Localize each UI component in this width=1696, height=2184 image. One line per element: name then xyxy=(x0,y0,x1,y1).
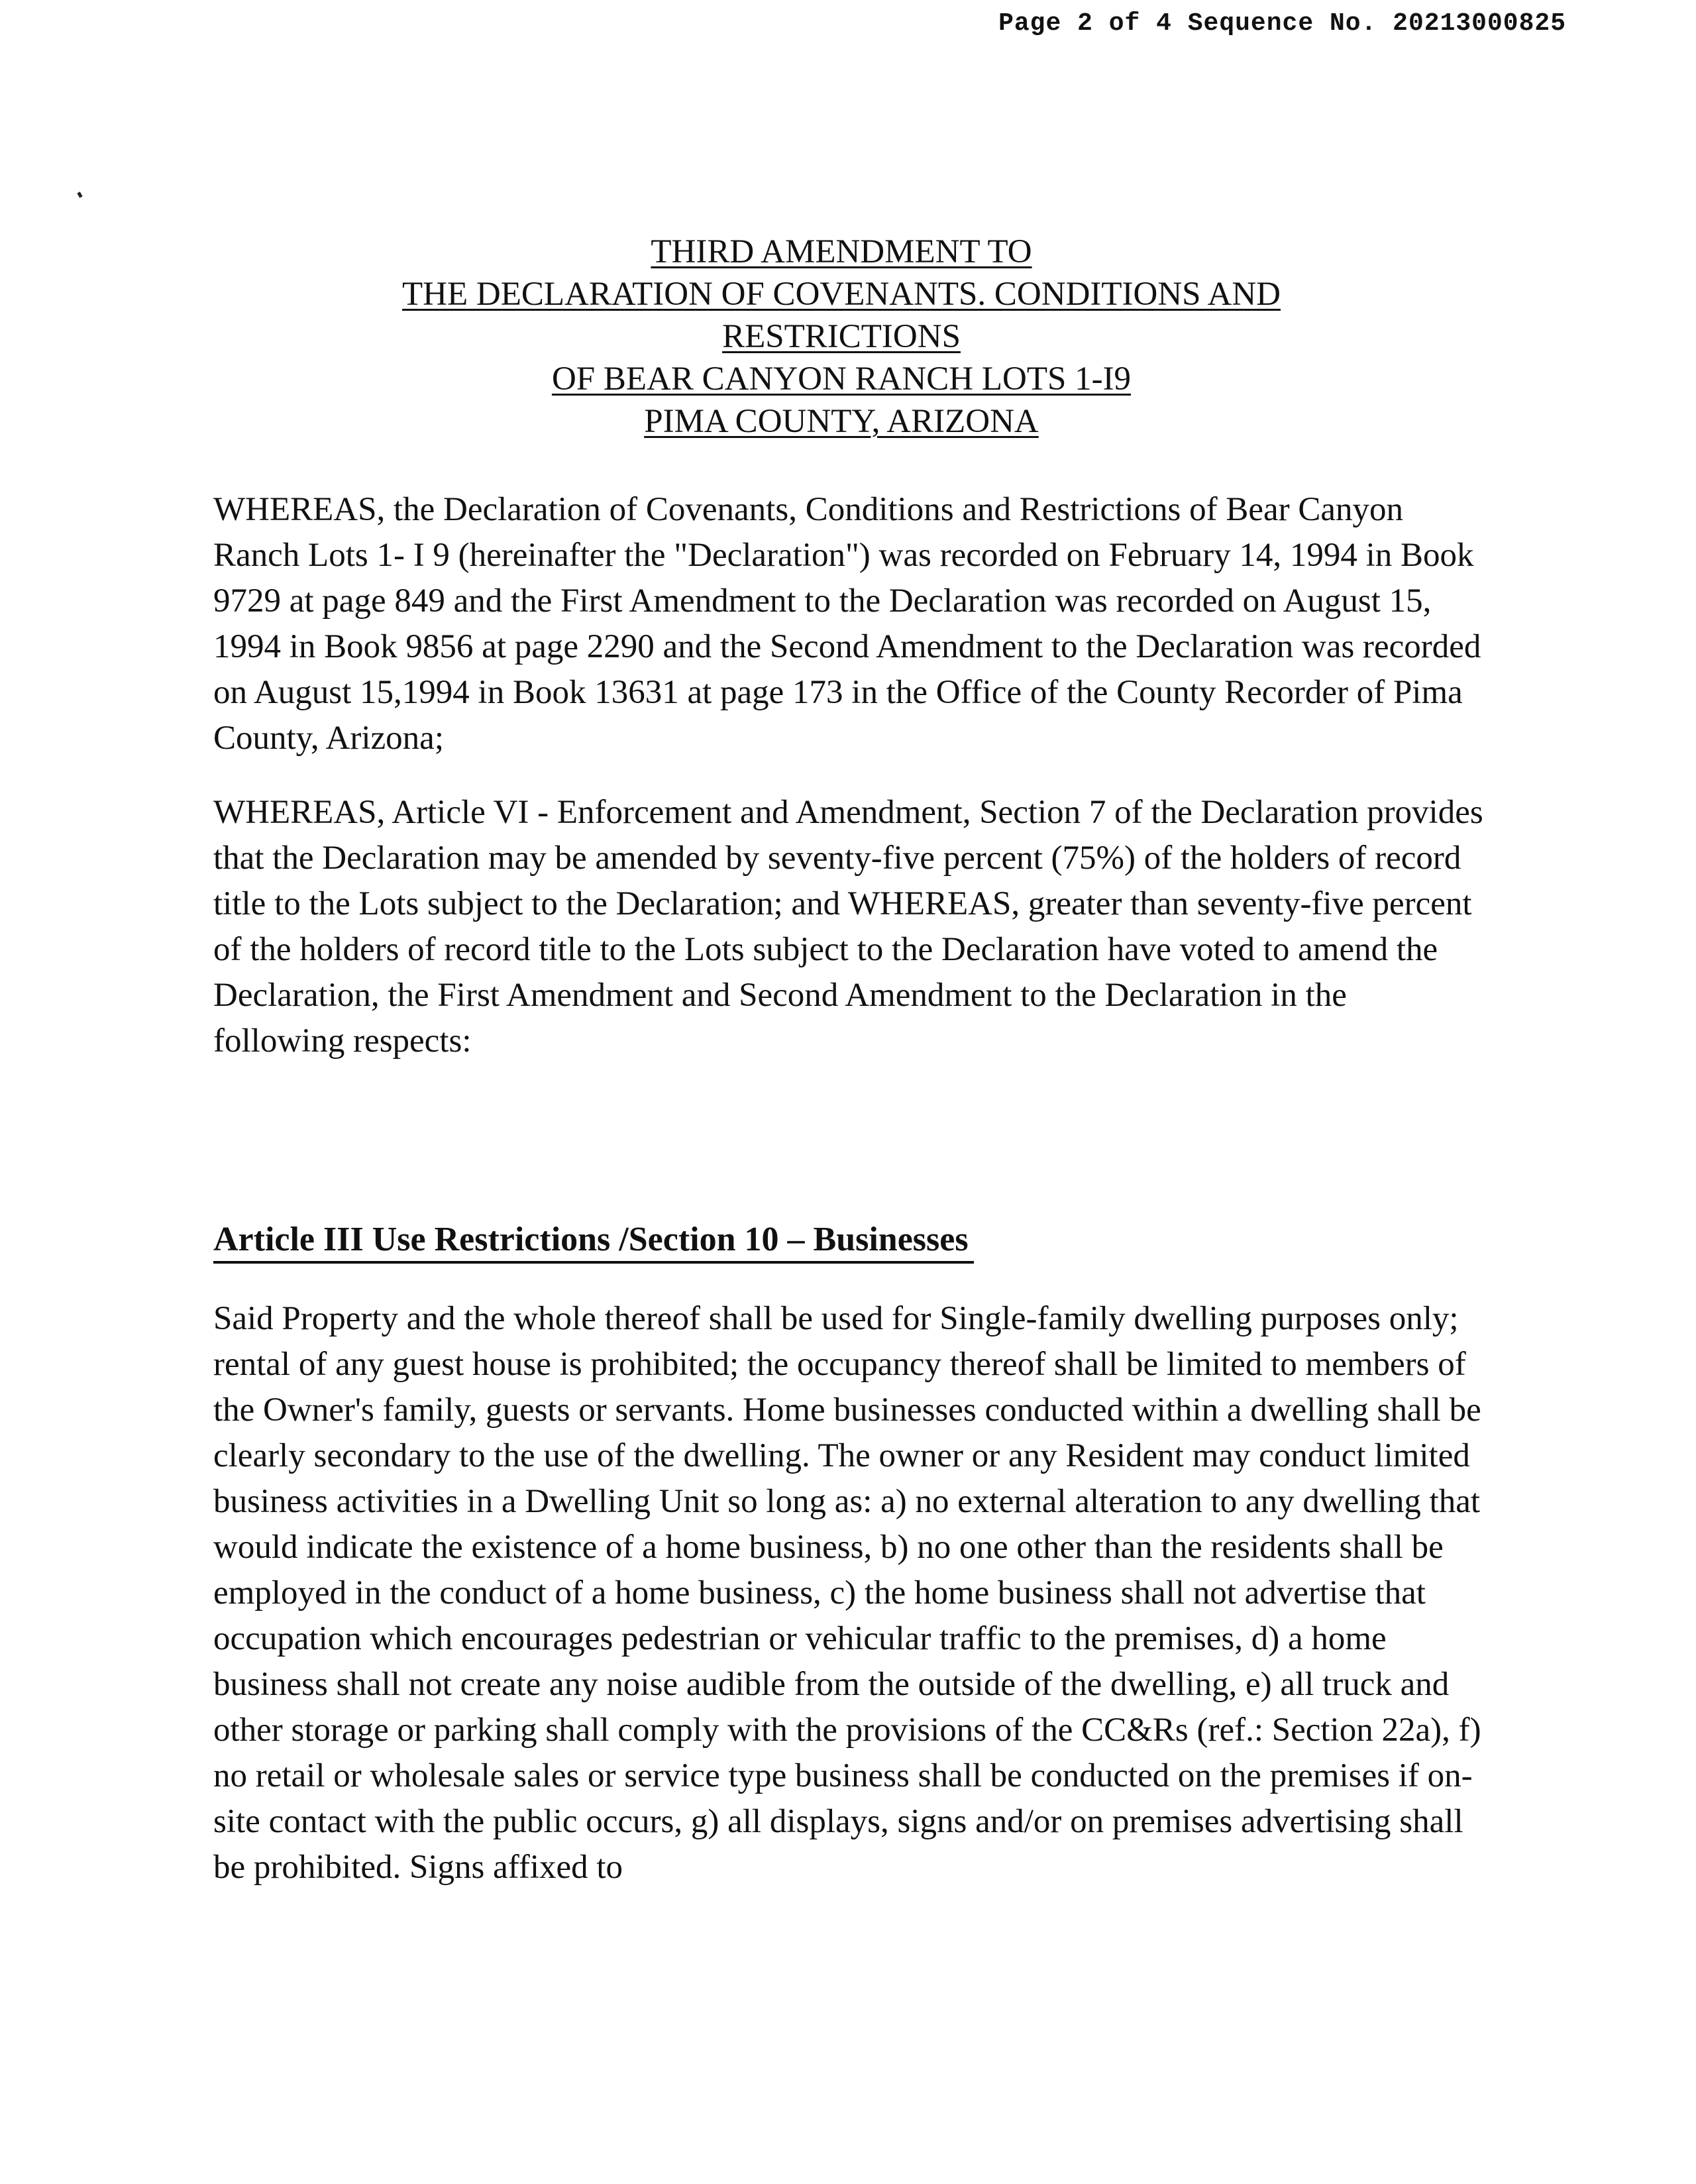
title-line: THE DECLARATION OF COVENANTS. CONDITIONS AND xyxy=(402,276,1281,313)
title-line: RESTRICTIONS xyxy=(722,318,961,355)
page-sequence-header: Page 2 of 4 Sequence No. 20213000825 xyxy=(998,9,1566,38)
section-heading: Article III Use Restrictions /Section 10 – Businesses xyxy=(213,1218,974,1264)
title-line: OF BEAR CANYON RANCH LOTS 1-I9 xyxy=(551,360,1132,398)
scan-mark xyxy=(77,191,82,197)
whereas-paragraph-amendment: WHEREAS, Article VI - Enforcement and Amendment, Section 7 of the Declaration provides that the Declaration may be amended by seventy-five percent (75%) of the holders of record title to the Lots subject to the Declaration; and WHEREAS, greater than seventy-five percent of the holders of record title to the Lots subject to the Declaration have voted to amend the Declaration, the First Amendment and Second Amendment to the Declaration in the following respects: xyxy=(213,794,1483,1060)
title-line: THIRD AMENDMENT TO xyxy=(651,233,1032,270)
section-body: Said Property and the whole thereof shall be used for Single-family dwelling purposes only; rental of any guest house is prohibited; the occupancy thereof shall be limited to members of the Owner's family, guests or servants. Home businesses conducted within a dwelling shall be clearly secondary to the use of the dwelling. The owner or any Resident may conduct limited business activities in a Dwelling Unit so long as: a) no external alteration to any dwelling that would indicate the existence of a home business, b) no one other than the residents shall be employed in the conduct of a home business, c) the home business shall not advertise that occupation which encourages pedestrian or vehicular traffic to the premises, d) a home business shall not create any noise audible from the outside of the dwelling, e) all truck and other storage or parking shall comply with the provisions of the CC&Rs (ref.: Section 22a), f) no retail or wholesale sales or service type business shall be conducted on the premises if on-site contact with the public occurs, g) all displays, signs and/or on premises advertising shall be prohibited. Signs affixed to xyxy=(213,1300,1481,1886)
title-line: PIMA COUNTY, ARIZONA xyxy=(644,403,1039,440)
document-title xyxy=(0,231,1683,443)
whereas-paragraph-recording: WHEREAS, the Declaration of Covenants, Conditions and Restrictions of Bear Canyon Ranch Lots 1- I 9 (hereinafter the "Declaration") was recorded on February 14, 1994 in Book 9729 at page 849 and the First Amendment to the Declaration was recorded on August 15, 1994 in Book 9856 at page 2290 and the Second Amendment to the Declaration was recorded on August 15,1994 in Book 13631 at page 173 in the Office of the County Recorder of Pima County, Arizona; xyxy=(213,491,1481,757)
